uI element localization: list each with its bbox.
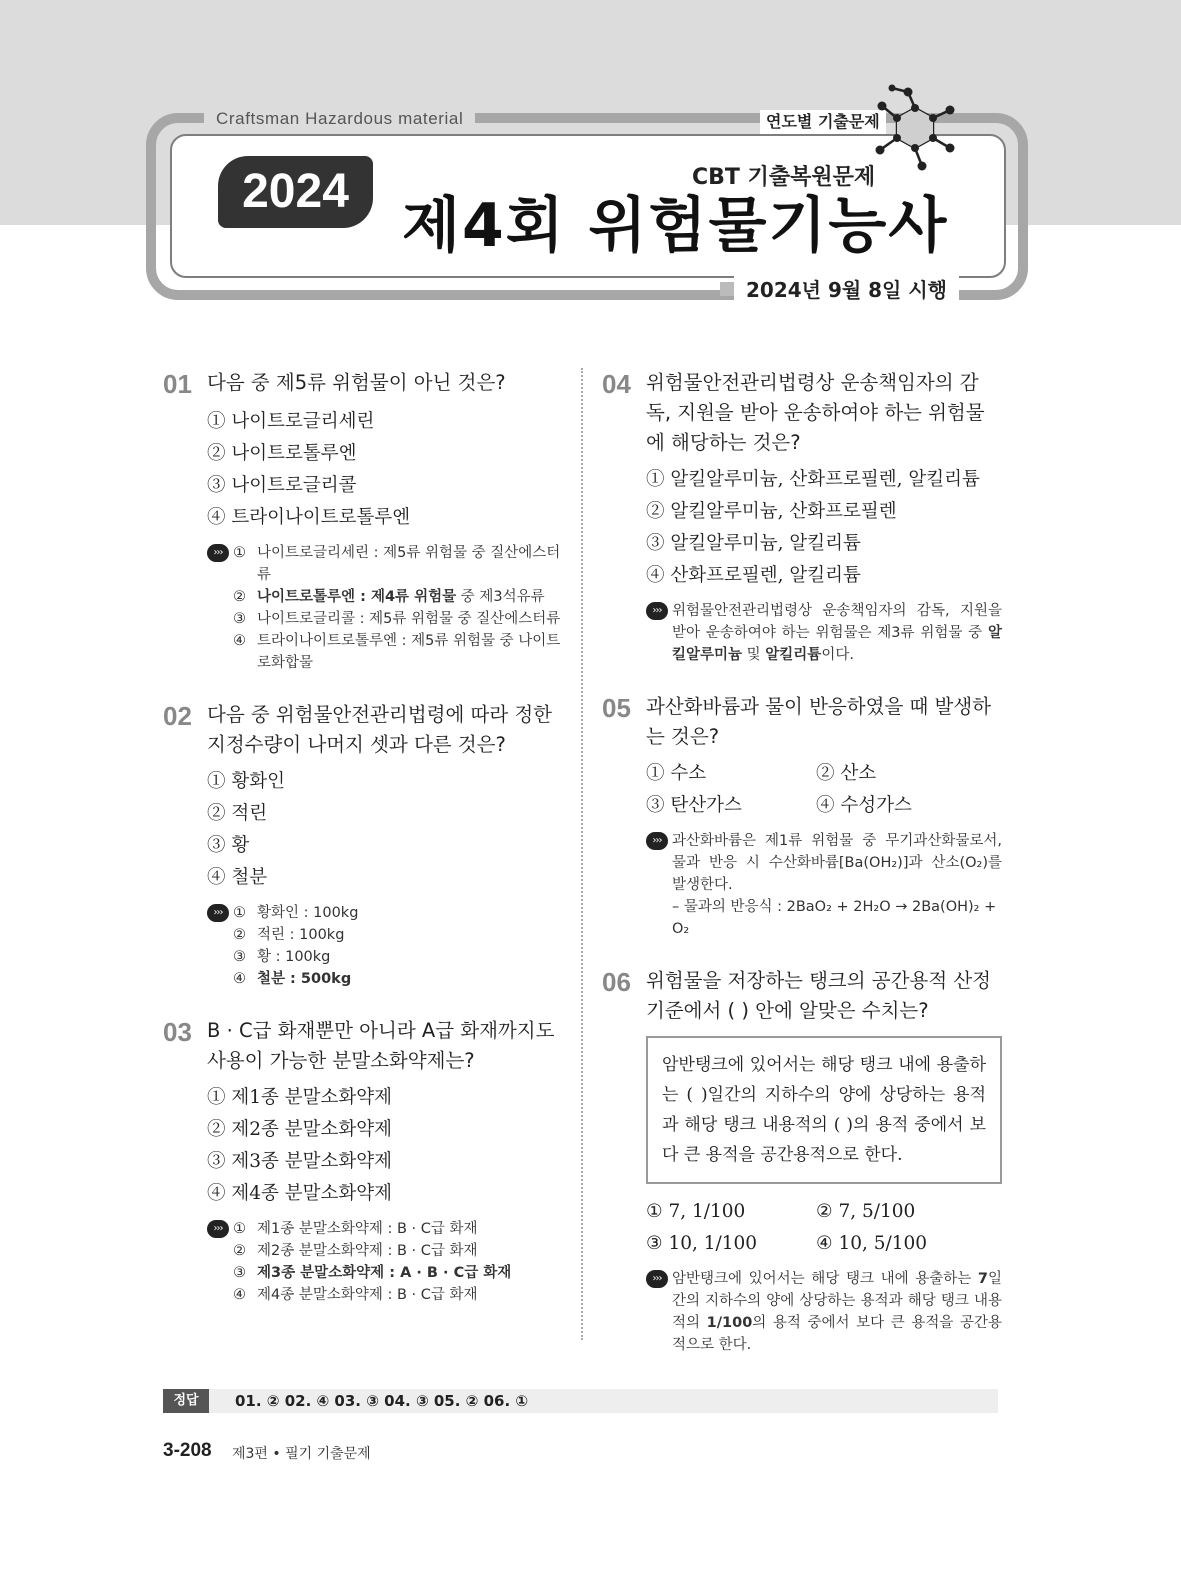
cbt-label: CBT 기출복원문제 <box>692 165 876 190</box>
explanation-line: ① 황화인 : 100kg <box>233 905 359 921</box>
page-number: 3-208 <box>163 1440 212 1461</box>
option-item: ① 알킬알루미늄, 산화프로필렌, 알킬리튬 <box>646 469 980 490</box>
explanation-chevron-icon: ››› <box>646 1270 668 1288</box>
option-item: ③ 탄산가스 <box>646 795 742 816</box>
question-01 <box>163 368 563 674</box>
option-item: ④ 제4종 분말소화약제 <box>207 1183 393 1204</box>
exam-title: 제4회 위험물기능사 <box>402 191 949 261</box>
option-list <box>207 766 563 894</box>
reaction-formula: – 물과의 반응식 : 2BaO₂ + 2H₂O → 2Ba(OH)₂ + O₂ <box>672 899 997 937</box>
answer-key-tag: 정답 <box>163 1389 209 1413</box>
explanation <box>207 1218 563 1306</box>
column-divider <box>581 368 583 1340</box>
option-list <box>646 1196 1002 1260</box>
explanation-text: 위험물안전관리법령상 운송책임자의 감독, 지원을 받아 운송하여야 하는 위험물은 제3류 위험물 중 알킬알루미늄 및 알킬리튬이다. <box>672 603 1002 663</box>
explanation-chevron-icon: ››› <box>646 602 668 620</box>
explanation-line: ④ 철분 : 500kg <box>233 971 352 987</box>
explanation-line: ② 제2종 분말소화약제 : B · C급 화재 <box>233 1243 478 1259</box>
option-item: ② 나이트로톨루엔 <box>207 443 357 464</box>
option-item: ③ 나이트로글리콜 <box>207 475 357 496</box>
question-number: 03 <box>163 1017 192 1047</box>
option-item: ① 수소 <box>646 763 707 784</box>
explanation-chevron-icon: ››› <box>646 832 668 850</box>
option-item: ④ 10, 5/100 <box>816 1233 928 1254</box>
option-list <box>207 1082 563 1210</box>
option-item: ④ 철분 <box>207 867 268 888</box>
explanation-chevron-icon: ››› <box>207 904 229 922</box>
question-text: 과산화바륨과 물이 반응하였을 때 발생하는 것은? <box>646 695 992 748</box>
option-item: ③ 10, 1/100 <box>646 1233 758 1254</box>
option-list <box>207 406 563 534</box>
explanation-line: ② 적린 : 100kg <box>233 927 345 943</box>
explanation <box>646 1268 1002 1356</box>
question-passage-box: 암반탱크에 있어서는 해당 탱크 내에 용출하는 ( )일간의 지하수의 양에 상당하는 용적과 해당 탱크 내용적의 ( )의 용적 중에서 보다 큰 용적을 공간용적으로 한다. <box>646 1036 1002 1184</box>
explanation-chevron-icon: ››› <box>207 544 229 562</box>
option-item: ② 적린 <box>207 803 268 824</box>
question-text: B · C급 화재뿐만 아니라 A급 화재까지도 사용이 가능한 분말소화약제는? <box>207 1019 555 1072</box>
option-list <box>646 464 1002 592</box>
right-column <box>602 368 1002 1382</box>
question-text: 위험물을 저장하는 탱크의 공간용적 산정 기준에서 ( ) 안에 알맞은 수치는? <box>646 969 992 1022</box>
series-label: 연도별 기출문제 <box>760 110 886 134</box>
left-column <box>163 368 563 1332</box>
question-02 <box>163 700 563 990</box>
question-06 <box>602 966 1002 1356</box>
explanation-chevron-icon: ››› <box>207 1220 229 1238</box>
explanation-line: ③ 황 : 100kg <box>233 949 331 965</box>
exam-date: 2024년 9월 8일 시행 <box>734 276 959 304</box>
question-number: 02 <box>163 701 192 731</box>
question-text: 다음 중 위험물안전관리법령에 따라 정한 지정수량이 나머지 셋과 다른 것은? <box>207 703 553 756</box>
explanation <box>207 542 563 674</box>
explanation-text: 암반탱크에 있어서는 해당 탱크 내에 용출하는 7일간의 지하수의 양에 상당하는 용적과 해당 탱크 내용적의 1/100의 용적 중에서 보다 큰 용적을 공간용적으로 한다. <box>672 1271 1002 1353</box>
option-item: ② 알킬알루미늄, 산화프로필렌 <box>646 501 897 522</box>
option-item: ① 황화인 <box>207 771 285 792</box>
explanation-line: ② 나이트로톨루엔 : 제4류 위험물 중 제3석유류 <box>233 589 545 605</box>
option-item: ③ 황 <box>207 835 250 856</box>
explanation-text: 과산화바륨은 제1류 위험물 중 무기과산화물로서, 물과 반응 시 수산화바륨[Ba(OH₂)]과 산소(O₂)를 발생한다. <box>672 833 1002 893</box>
section-label: 제3편 • 필기 기출문제 <box>232 1446 371 1462</box>
option-item: ① 제1종 분말소화약제 <box>207 1087 393 1108</box>
option-item: ④ 수성가스 <box>816 795 912 816</box>
answer-key-text: 01. ② 02. ④ 03. ③ 04. ③ 05. ② 06. ① <box>235 1392 529 1410</box>
question-04 <box>602 368 1002 666</box>
question-number: 01 <box>163 369 192 399</box>
explanation-line: ③ 나이트로글리콜 : 제5류 위험물 중 질산에스터류 <box>233 611 561 627</box>
option-item: ③ 알킬알루미늄, 알킬리튬 <box>646 533 861 554</box>
answer-key-bar <box>163 1389 998 1413</box>
option-item: ② 제2종 분말소화약제 <box>207 1119 393 1140</box>
option-item: ③ 제3종 분말소화약제 <box>207 1151 393 1172</box>
question-number: 04 <box>602 369 631 399</box>
option-item: ① 나이트로글리세린 <box>207 411 375 432</box>
option-item: ② 7, 5/100 <box>816 1201 916 1222</box>
explanation-line: ③ 제3종 분말소화약제 : A · B · C급 화재 <box>233 1265 512 1281</box>
option-list <box>646 758 1002 822</box>
option-item: ④ 산화프로필렌, 알킬리튬 <box>646 565 861 586</box>
explanation-line: ④ 제4종 분말소화약제 : B · C급 화재 <box>233 1287 478 1303</box>
explanation-line: ④ 트라이나이트로톨루엔 : 제5류 위험물 중 나이트로화합물 <box>233 633 561 671</box>
question-number: 05 <box>602 693 631 723</box>
molecule-icon <box>870 84 960 174</box>
question-text: 위험물안전관리법령상 운송책임자의 감독, 지원을 받아 운송하여야 하는 위험물에 해당하는 것은? <box>646 371 985 454</box>
question-05 <box>602 692 1002 940</box>
header-tagline: Craftsman Hazardous material <box>204 106 475 132</box>
question-03 <box>163 1016 563 1306</box>
explanation <box>646 830 1002 940</box>
option-item: ② 산소 <box>816 763 877 784</box>
question-text: 다음 중 제5류 위험물이 아닌 것은? <box>207 371 506 394</box>
explanation <box>646 600 1002 666</box>
explanation-line: ① 제1종 분말소화약제 : B · C급 화재 <box>233 1221 478 1237</box>
explanation-line: ① 나이트로글리세린 : 제5류 위험물 중 질산에스터류 <box>233 545 561 583</box>
question-number: 06 <box>602 967 631 997</box>
option-item: ④ 트라이나이트로톨루엔 <box>207 507 411 528</box>
year-badge: 2024 <box>218 156 373 228</box>
option-item: ① 7, 1/100 <box>646 1201 746 1222</box>
explanation <box>207 902 563 990</box>
